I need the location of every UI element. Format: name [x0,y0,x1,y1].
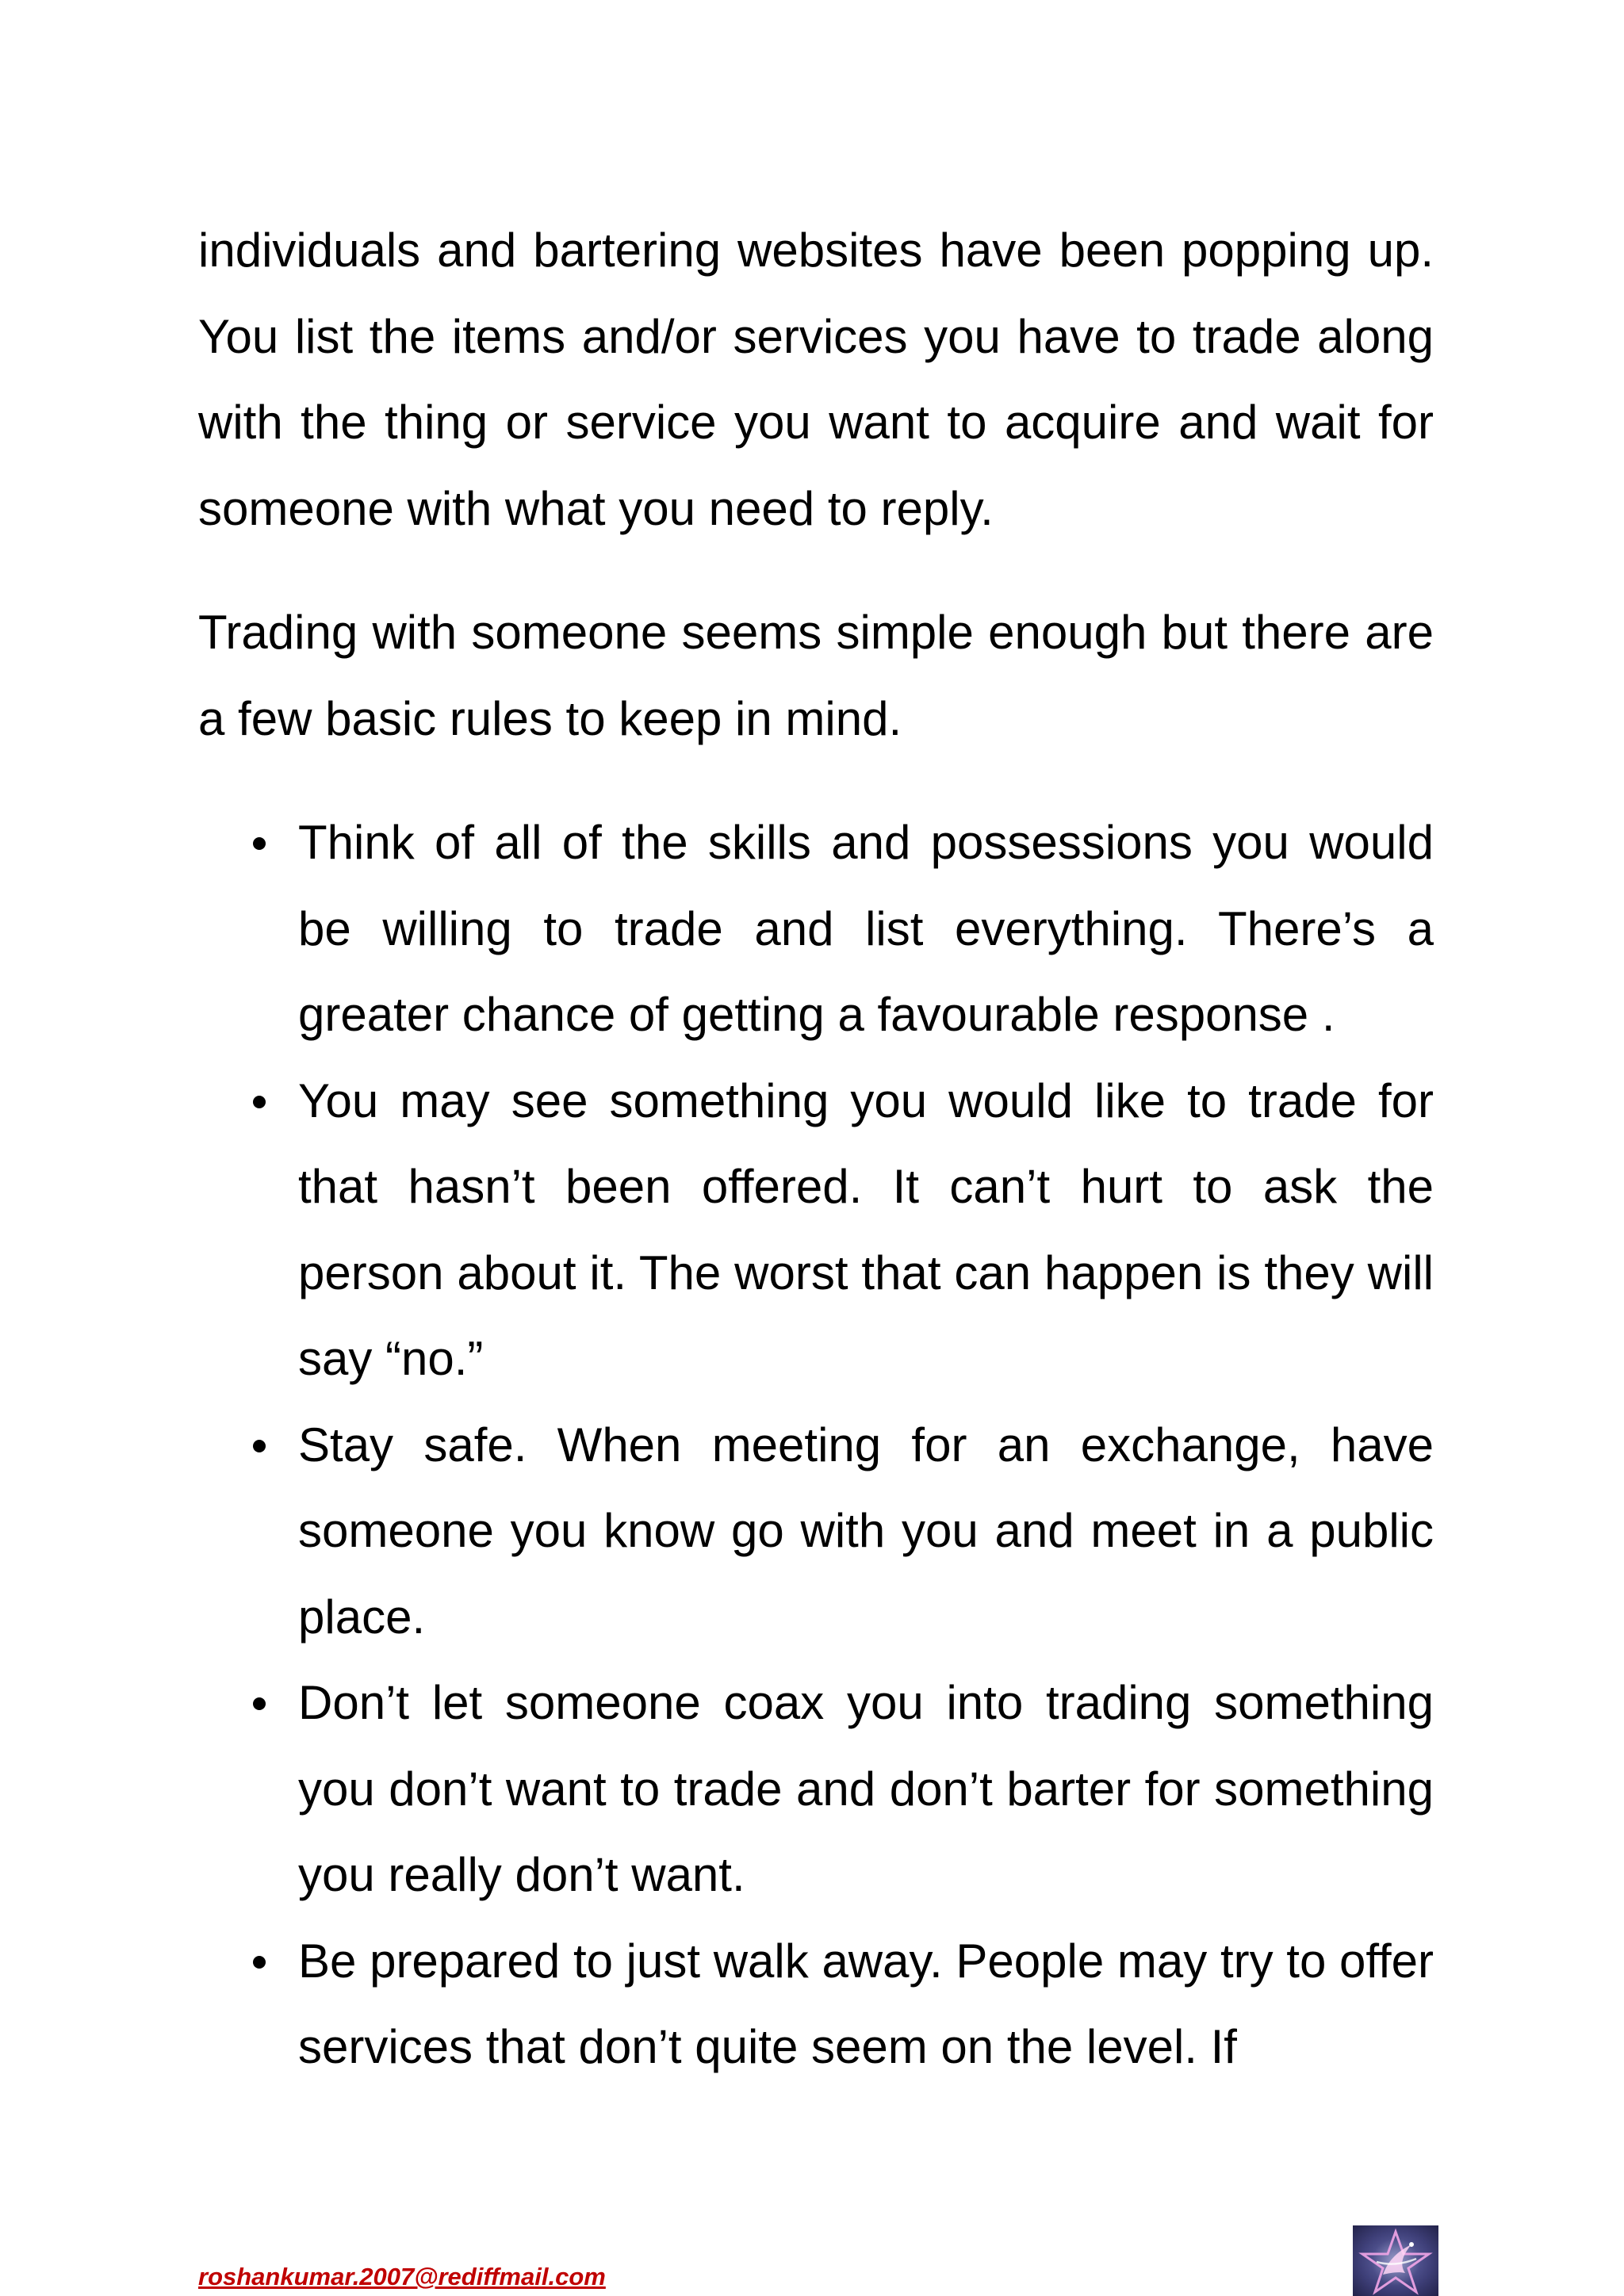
list-item [198,800,1434,1058]
list-item-text: Stay safe. When meeting for an exchange, have someone you know go with you and meet in a public place. [298,1418,1434,1644]
bullet-icon [253,1697,266,1710]
star-emblem-icon [1353,2225,1438,2296]
list-item-text: Think of all of the skills and possessions you would be willing to trade and list everything. There’s a greater chance of getting a favourable response . [298,816,1434,1041]
list-item [198,1402,1434,1661]
footer-email-link[interactable]: roshankumar.2007@rediffmail.com [198,2263,606,2290]
bullet-icon [253,1440,266,1452]
list-item [198,1660,1434,1919]
list-item-text: Be prepared to just walk away. People may try to offer services that don’t quite seem on the level. If [298,1934,1434,2073]
paragraph: Trading with someone seems simple enough but there are a few basic rules to keep in mind. [198,606,1434,745]
bullet-icon [253,1096,266,1108]
list-item-text: You may see something you would like to trade for that hasn’t been offered. It can’t hurt to ask the person about it. The worst that can happen is they will say “no.” [298,1073,1434,1385]
list-item [198,1058,1434,1402]
bullet-icon [253,1956,266,1969]
bullet-icon [253,837,266,850]
list-item [198,1919,1434,2091]
paragraph: individuals and bartering websites have been popping up. You list the items and/or services you have to trade along with the thing or service you want to acquire and wait for someone with what you need to reply. [198,224,1434,535]
bullet-list [198,800,1434,2091]
list-item-text: Don’t let someone coax you into trading something you don’t want to trade and don’t barter for something you really don’t want. [298,1676,1434,1901]
page-body [198,208,1434,2091]
